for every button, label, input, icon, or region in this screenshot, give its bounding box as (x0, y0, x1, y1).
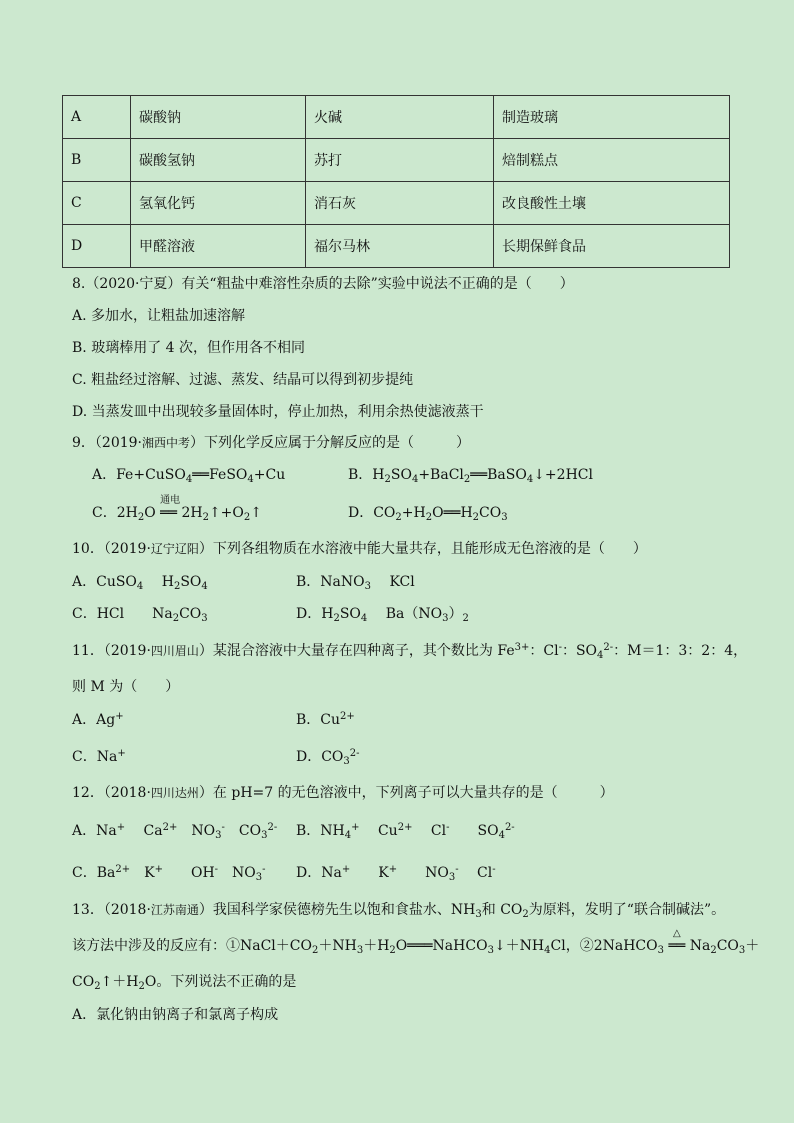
q12-option-a: A．Na+ $Ca^{2+}$ $NO_3^-$ $CO_3^{2-}$ (72, 822, 278, 841)
table-row (63, 182, 730, 225)
electrolysis-condition: 通电 (160, 495, 181, 506)
table-row (63, 225, 730, 268)
table-cell: C (63, 182, 131, 225)
q9-stem: 9．（2019·湘西中考）下列化学反应属于分解反应的是（ ） (72, 435, 471, 451)
q9-option-d: D．$CO_2+H_2O══H_2CO_3$ (348, 505, 508, 523)
table-cell: 改良酸性土壤 (494, 182, 730, 225)
table-row (63, 139, 730, 182)
table-cell: 消石灰 (306, 182, 494, 225)
table-cell: 焙制糕点 (494, 139, 730, 182)
q13-stem: 13．（2018·江苏南通）我国科学家侯德榜先生以饱和食盐水、$NH_3$和 $CO_2$为原料，发明了“联合制碱法”。 (72, 902, 726, 920)
table-cell: 碳酸钠 (131, 96, 306, 139)
q10-option-c: C．HCl $Na_2CO_3$ (72, 606, 208, 624)
q13-reactions-line3: $CO_2↑+H_2O$。下列说法不正确的是 (72, 974, 297, 992)
q11-option-c: C．Na+ (72, 748, 126, 765)
q11-stem-line2: 则 M 为（ ） (72, 679, 180, 695)
table-cell: A (63, 96, 131, 139)
comparison-table (62, 95, 730, 268)
q11-stem: 11．（2019·四川眉山）某混合溶液中大量存在四种离子，其个数比为 $Fe^{3+}$：Cl-：$SO_4^{2-}$：M＝1：3：2：4， (72, 642, 748, 661)
q10-option-a: A．CuSO$_4$ $H_2SO_4$ (72, 574, 208, 592)
table-cell: 制造玻璃 (494, 96, 730, 139)
q10-option-b: B．NaNO$_3$ KCl (296, 574, 415, 592)
q9-option-c: C．$2H_2O$ 通电 ══ $2H_2↑+O_2↑$ (92, 504, 262, 522)
table-cell: 长期保鲜食品 (494, 225, 730, 268)
q11-option-a: A．Ag+ (72, 711, 124, 728)
table-row (63, 96, 730, 139)
q9-option-a: A．Fe+CuSO$_4$══FeSO$_4$+Cu (92, 467, 286, 485)
q8-option-d: D. 当蒸发皿中出现较多量固体时，停止加热，利用余热使滤液蒸干 (72, 404, 484, 420)
table-cell: 福尔马林 (306, 225, 494, 268)
table-cell: 苏打 (306, 139, 494, 182)
table-cell: B (63, 139, 131, 182)
heat-triangle-icon: △ (673, 928, 681, 939)
q10-stem: 10．（2019·辽宁辽阳）下列各组物质在水溶液中能大量共存，且能形成无色溶液的是（ ） (72, 541, 647, 557)
q8-option-b: B. 玻璃棒用了 4 次，但作用各不相同 (72, 340, 305, 356)
q13-reactions: 该方法中涉及的反应有：$①NaCl+CO_2+NH_3+H_2O═══NaHCO_3↓+NH_4Cl$，②2NaHCO$_3$ △ ══ $Na_2CO_3+$ (72, 937, 759, 955)
q12-option-c: C．$Ba^{2+}$ K+ OH- $NO_3^-$ (72, 864, 266, 883)
q8-option-a: A. 多加水，让粗盐加速溶解 (72, 308, 246, 324)
q12-stem: 12．（2018·四川达州）在 pH=7 的无色溶液中，下列离子可以大量共存的是（ ） (72, 785, 614, 801)
q9-option-b: B．$H_2SO_4+BaCl_2══BaSO_4↓+2HCl$ (348, 467, 593, 485)
q8-option-c: C. 粗盐经过溶解、过滤、蒸发、结晶可以得到初步提纯 (72, 372, 414, 388)
table-cell: 火碱 (306, 96, 494, 139)
q11-option-b: B．$Cu^{2+}$ (296, 711, 355, 728)
table-cell: 碳酸氢钠 (131, 139, 306, 182)
q11-option-d: D．$CO_3^{2-}$ (296, 748, 360, 767)
q8-stem: 8.（2020·宁夏）有关“粗盐中难溶性杂质的去除”实验中说法不正确的是（ ） (72, 276, 574, 292)
table-cell: D (63, 225, 131, 268)
q12-option-d: D．Na+ K+ $NO_3^-$ Cl- (296, 864, 496, 883)
q13-option-a: A．氯化钠由钠离子和氯离子构成 (72, 1007, 279, 1023)
table-cell: 甲醛溶液 (131, 225, 306, 268)
table-cell: 氢氧化钙 (131, 182, 306, 225)
q10-option-d: D．$H_2SO_4$ $Ba(NO_3)_2$ (296, 606, 469, 624)
q12-option-b: B．$NH_4^+$ $Cu^{2+}$ Cl- $SO_4^{2-}$ (296, 822, 515, 841)
